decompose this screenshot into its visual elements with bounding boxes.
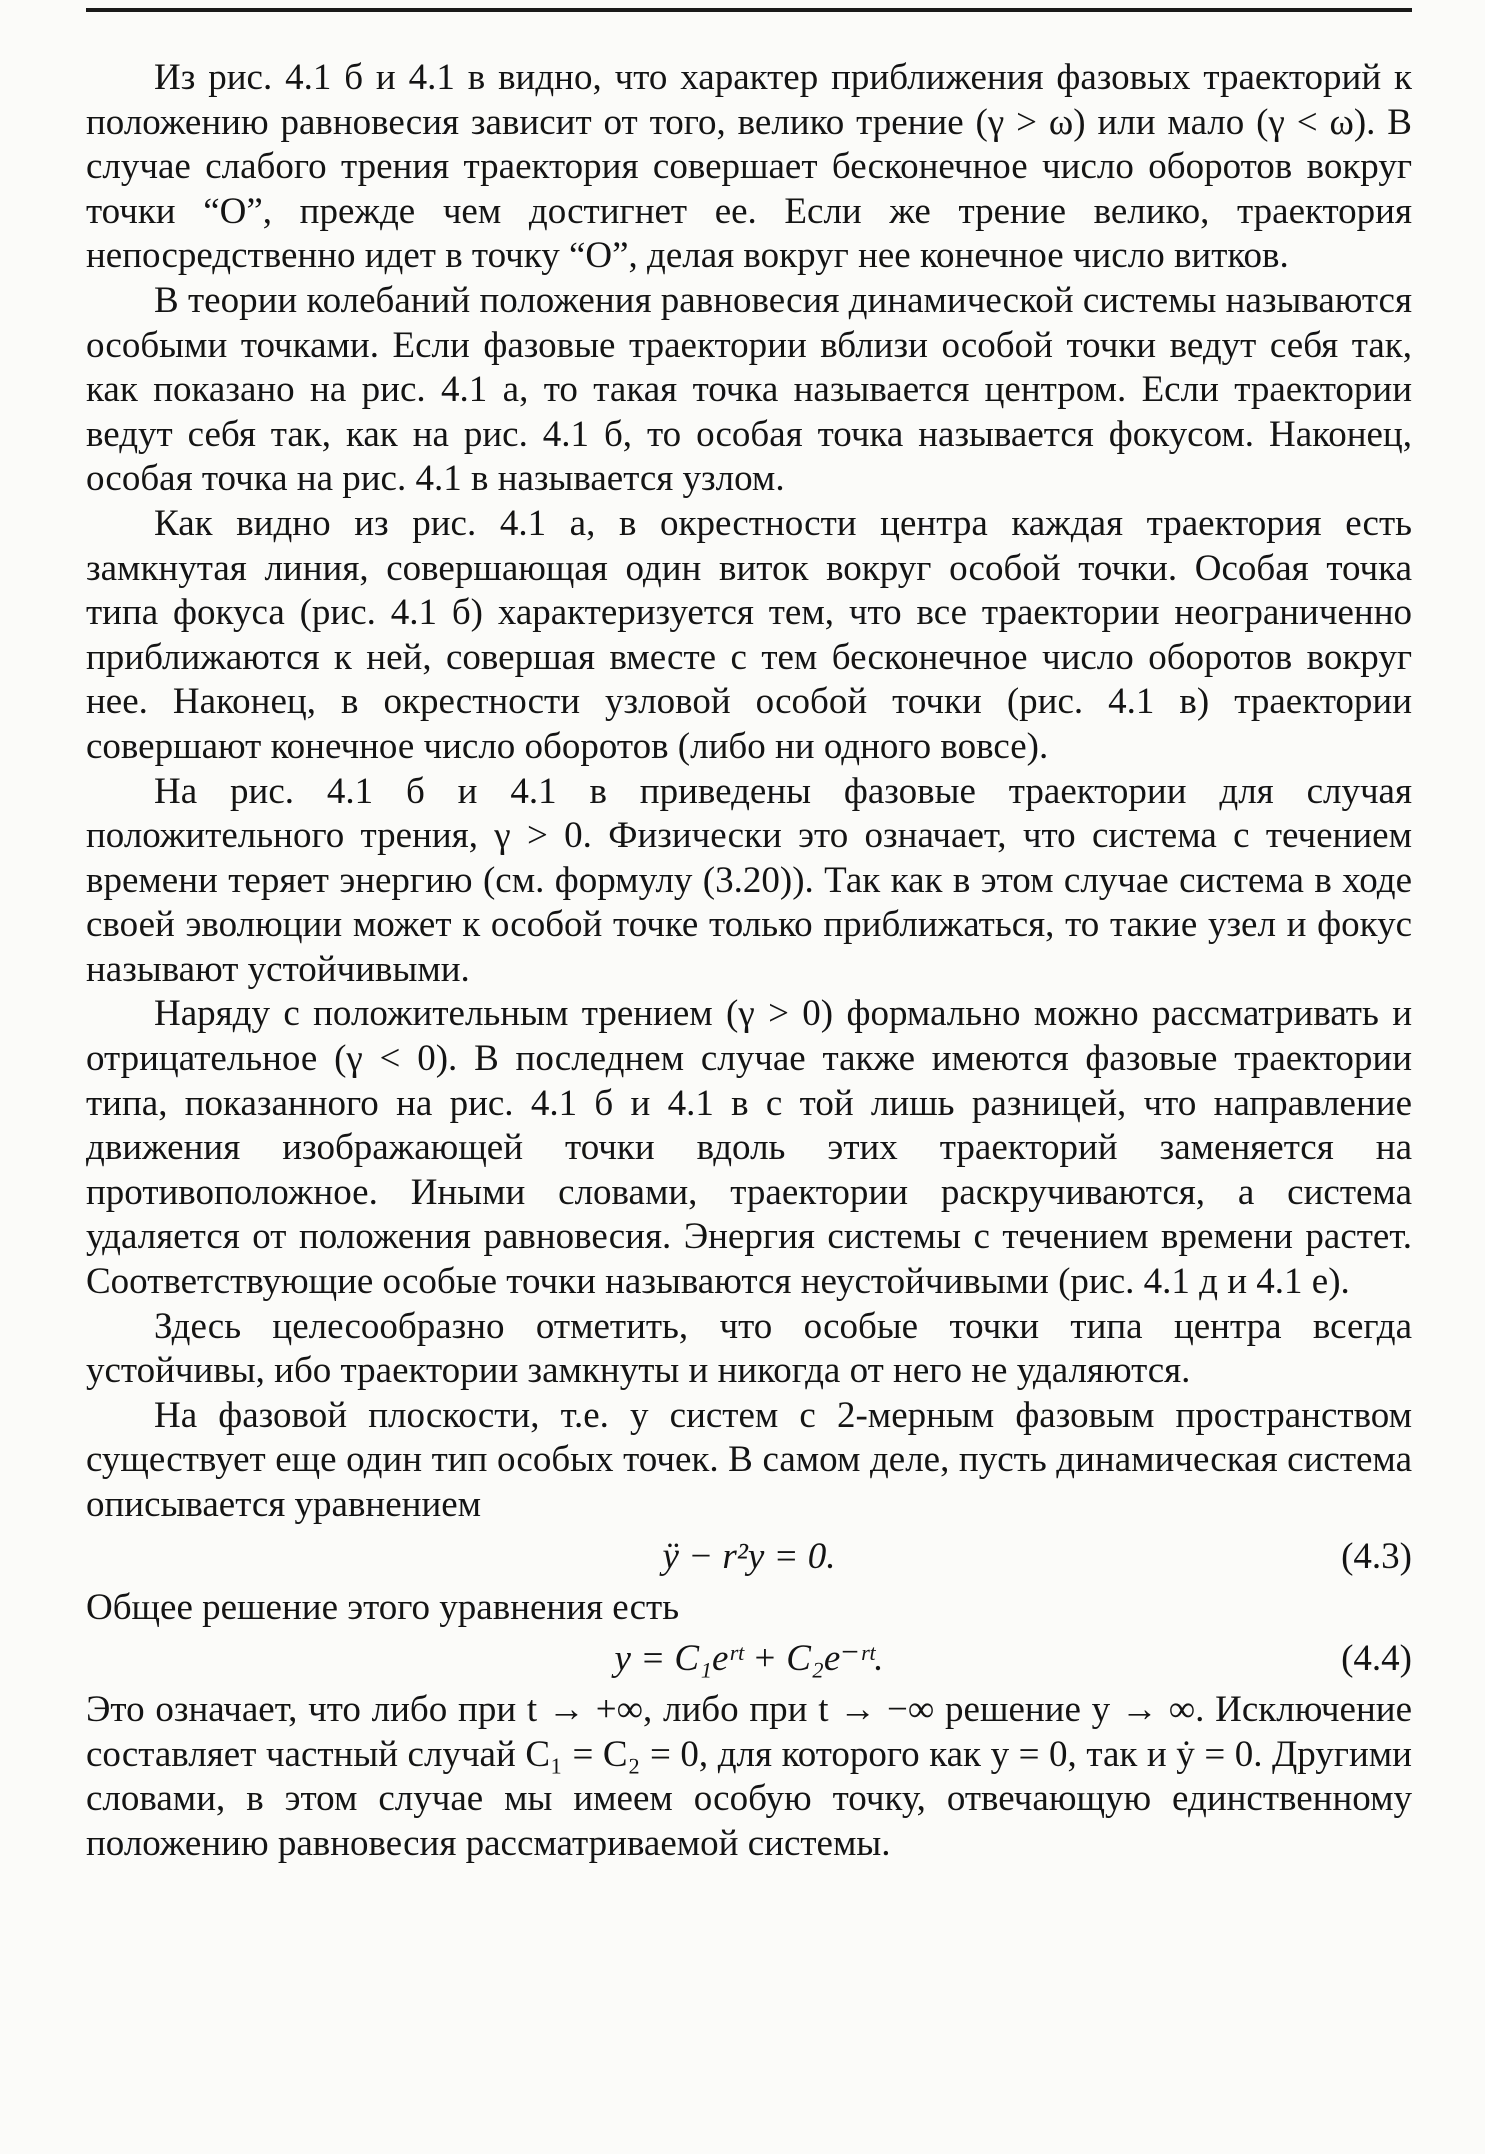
paragraph-6: Здесь целесообразно отметить, что особые точки типа центра всегда устойчивы, ибо траектории замкнуты и никогда от него не удаляются. (86, 1305, 1412, 1392)
equation-4-3 (86, 1528, 1412, 1586)
equation-4-4-formula: y = C₁eʳᵗ + C₂e⁻ʳᵗ. (614, 1638, 884, 1680)
paragraph-9: Это означает, что либо при t → +∞, либо при t → −∞ решение y → ∞. Исключение составляет частный случай C₁ = C₂ = 0, для которого как y = 0, так и ẏ = 0. Другими словами, в этом случае мы имеем особую точку, отвечающую единственному положению равновесия рассматриваемой системы. (86, 1689, 1412, 1864)
equation-4-4-number: (4.4) (1341, 1638, 1412, 1680)
top-rule (86, 8, 1412, 12)
equation-4-4 (86, 1630, 1412, 1688)
paragraph-3: Как видно из рис. 4.1 а, в окрестности центра каждая траектория есть замкнутая линия, совершающая один виток вокруг особой точки. Особая точка типа фокуса (рис. 4.1 б) характеризуется тем, что все траектории неограниченно приближаются к ней, совершая вместе с тем бесконечное число оборотов вокруг нее. Наконец, в окрестности узловой особой точки (рис. 4.1 в) траектории совершают конечное число оборотов (либо ни одного вовсе). (86, 502, 1412, 767)
paragraph-4: На рис. 4.1 б и 4.1 в приведены фазовые траектории для случая положительного трения, γ > 0. Физически это означает, что система с течением времени теряет энергию (см. формулу (3.20)). Так как в этом случае система в ходе своей эволюции может к особой точке только приближаться, то такие узел и фокус называют устойчивыми. (86, 770, 1412, 990)
equation-4-3-number: (4.3) (1341, 1535, 1412, 1577)
paragraph-7: На фазовой плоскости, т.е. у систем с 2-мерным фазовым пространством существует еще один тип особых точек. В самом деле, пусть динамическая система описывается уравнением (86, 1394, 1412, 1525)
paragraph-5: Наряду с положительным трением (γ > 0) формально можно рассматривать и отрицательное (γ < 0). В последнем случае также имеются фазовые траектории типа, показанного на рис. 4.1 б и 4.1 в с той лишь разницей, что направление движения изображающей точки вдоль этих траекторий заменяется на противоположное. Иными словами, траектории раскручиваются, а система удаляется от положения равновесия. Энергия системы с течением времени растет. Соответствующие особые точки называются неустойчивыми (рис. 4.1 д и 4.1 е). (86, 993, 1412, 1303)
paragraph-1: Из рис. 4.1 б и 4.1 в видно, что характер приближения фазовых траекторий к положению равновесия зависит от того, велико трение (γ > ω) или мало (γ < ω). В случае слабого трения траектория совершает бесконечное число оборотов вокруг точки “O”, прежде чем достигнет ее. Если же трение велико, траектория непосредственно идет в точку “O”, делая вокруг нее конечное число витков. (86, 57, 1412, 277)
paragraph-8: Общее решение этого уравнения есть (86, 1586, 680, 1628)
equation-4-3-formula: ÿ − r²y = 0. (662, 1535, 836, 1577)
paragraph-2: В теории колебаний положения равновесия динамической системы называются особыми точками. Если фазовые траектории вблизи особой точки ведут себя так, как показано на рис. 4.1 а, то такая точка называется центром. Если траектории ведут себя так, как на рис. 4.1 б, то особая точка называется фокусом. Наконец, особая точка на рис. 4.1 в называется узлом. (86, 279, 1412, 500)
page-body (86, 56, 1412, 1867)
